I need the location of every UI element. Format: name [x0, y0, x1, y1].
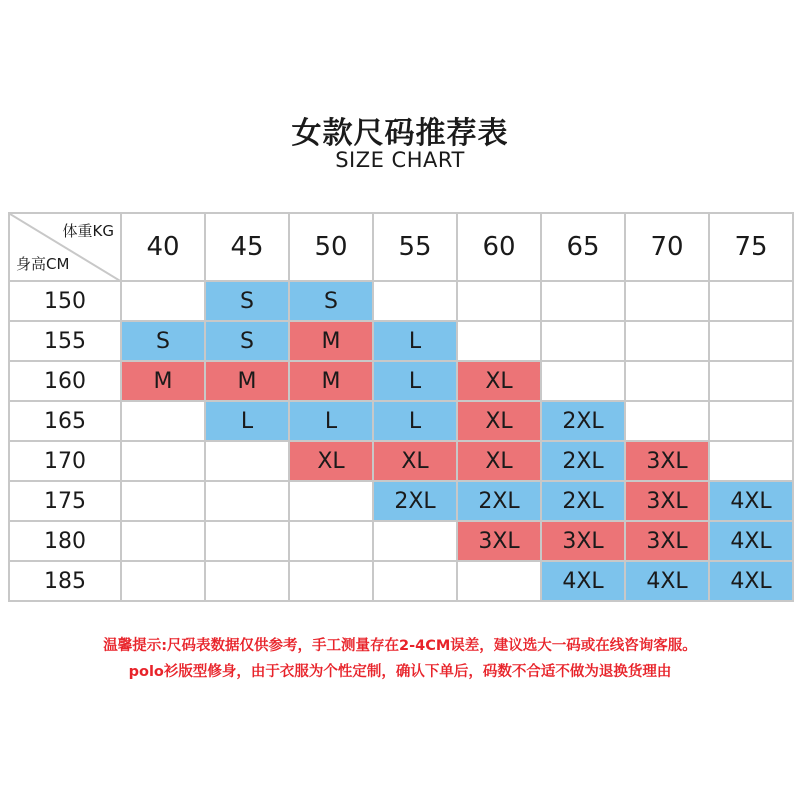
weight-header-cell: 45	[205, 213, 289, 281]
size-cell: L	[205, 401, 289, 441]
weight-header-cell: 40	[121, 213, 205, 281]
size-cell: S	[289, 281, 373, 321]
empty-cell	[625, 281, 709, 321]
size-cell: 4XL	[625, 561, 709, 601]
empty-cell	[373, 281, 457, 321]
empty-cell	[121, 561, 205, 601]
weight-axis-label: 体重KG	[62, 222, 114, 240]
size-cell: XL	[457, 361, 541, 401]
empty-cell	[709, 401, 793, 441]
size-cell: M	[205, 361, 289, 401]
size-cell: M	[121, 361, 205, 401]
weight-header-cell: 55	[373, 213, 457, 281]
empty-cell	[709, 321, 793, 361]
size-cell: 2XL	[373, 481, 457, 521]
height-row-header: 160	[9, 361, 121, 401]
empty-cell	[625, 361, 709, 401]
size-cell: 4XL	[541, 561, 625, 601]
size-cell: 2XL	[541, 441, 625, 481]
table-row	[9, 281, 793, 321]
empty-cell	[205, 521, 289, 561]
empty-cell	[289, 481, 373, 521]
empty-cell	[625, 401, 709, 441]
height-row-header: 180	[9, 521, 121, 561]
size-cell: XL	[289, 441, 373, 481]
size-cell: S	[205, 321, 289, 361]
size-cell: XL	[373, 441, 457, 481]
table-row	[9, 441, 793, 481]
height-row-header: 155	[9, 321, 121, 361]
empty-cell	[121, 441, 205, 481]
weight-header-cell: 65	[541, 213, 625, 281]
size-cell: 4XL	[709, 561, 793, 601]
size-cell: 4XL	[709, 481, 793, 521]
size-cell: XL	[457, 441, 541, 481]
empty-cell	[289, 521, 373, 561]
height-row-header: 175	[9, 481, 121, 521]
note-line-1: 温馨提示:尺码表数据仅供参考，手工测量存在2-4CM误差，建议选大一码或在线咨询客服。	[103, 638, 697, 654]
empty-cell	[457, 561, 541, 601]
table-row	[9, 561, 793, 601]
table-row	[9, 521, 793, 561]
size-cell: 2XL	[541, 481, 625, 521]
weight-header-cell: 70	[625, 213, 709, 281]
empty-cell	[205, 441, 289, 481]
size-cell: 2XL	[541, 401, 625, 441]
empty-cell	[205, 561, 289, 601]
size-chart-table	[8, 212, 794, 602]
empty-cell	[373, 521, 457, 561]
size-cell: 3XL	[625, 521, 709, 561]
empty-cell	[541, 321, 625, 361]
size-cell: 3XL	[457, 521, 541, 561]
note-line-2: polo衫版型修身，由于衣服为个性定制，确认下单后，码数不合适不做为退换货理由	[128, 664, 672, 680]
empty-cell	[121, 481, 205, 521]
empty-cell	[541, 361, 625, 401]
size-cell: L	[373, 401, 457, 441]
size-cell: 3XL	[625, 481, 709, 521]
height-row-header: 165	[9, 401, 121, 441]
empty-cell	[289, 561, 373, 601]
size-cell: M	[289, 321, 373, 361]
empty-cell	[121, 521, 205, 561]
empty-cell	[709, 281, 793, 321]
size-cell: M	[289, 361, 373, 401]
empty-cell	[625, 321, 709, 361]
height-axis-label: 身高CM	[16, 255, 70, 273]
header-row	[9, 213, 793, 281]
empty-cell	[457, 321, 541, 361]
height-row-header: 170	[9, 441, 121, 481]
table-row	[9, 321, 793, 361]
weight-header-cell: 50	[289, 213, 373, 281]
chart-subtitle: SIZE CHART	[335, 148, 465, 172]
empty-cell	[541, 281, 625, 321]
corner-cell	[9, 213, 121, 281]
empty-cell	[457, 281, 541, 321]
table-row	[9, 361, 793, 401]
table-row	[9, 401, 793, 441]
size-cell: 4XL	[709, 521, 793, 561]
size-cell: 3XL	[625, 441, 709, 481]
empty-cell	[709, 441, 793, 481]
size-cell: S	[205, 281, 289, 321]
height-row-header: 185	[9, 561, 121, 601]
chart-title: 女款尺码推荐表	[291, 116, 509, 151]
chart-body	[9, 281, 793, 601]
empty-cell	[121, 281, 205, 321]
table-row	[9, 481, 793, 521]
empty-cell	[709, 361, 793, 401]
weight-header-cell: 60	[457, 213, 541, 281]
size-cell: 2XL	[457, 481, 541, 521]
empty-cell	[121, 401, 205, 441]
size-cell: 3XL	[541, 521, 625, 561]
empty-cell	[373, 561, 457, 601]
size-cell: L	[373, 361, 457, 401]
size-cell: XL	[457, 401, 541, 441]
weight-header-cell: 75	[709, 213, 793, 281]
size-cell: L	[289, 401, 373, 441]
height-row-header: 150	[9, 281, 121, 321]
size-cell: S	[121, 321, 205, 361]
empty-cell	[205, 481, 289, 521]
size-cell: L	[373, 321, 457, 361]
